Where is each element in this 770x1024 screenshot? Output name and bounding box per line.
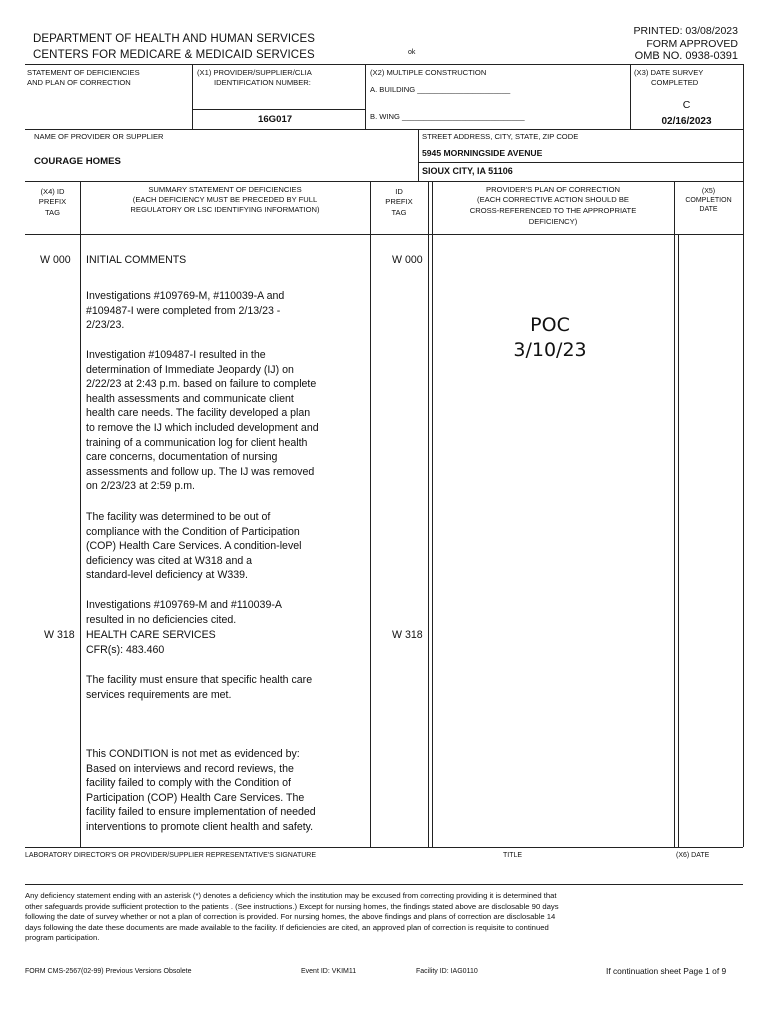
text-line: (COP) Health Care Services. A condition-level: [86, 540, 302, 553]
x3-label: COMPLETED: [651, 78, 699, 87]
id-header: TAG: [391, 208, 407, 217]
column-divider: [428, 181, 429, 847]
agency-name: CENTERS FOR MEDICARE & MEDICAID SERVICES: [33, 49, 315, 61]
text-line: assessments and follow up. The IJ was removed: [86, 465, 315, 478]
column-divider: [678, 234, 679, 847]
x4-header: (X4) ID: [40, 187, 65, 196]
rule-top: [25, 64, 743, 65]
text-line: resulted in no deficiencies cited.: [86, 613, 237, 626]
x3-label: (X3) DATE SURVEY: [634, 68, 704, 77]
w000-tag: W 000: [40, 254, 71, 266]
text-line: This CONDITION is not met as evidenced by:: [86, 748, 300, 760]
paragraph-condition: [86, 747, 316, 835]
handwritten-mark: ok: [408, 49, 416, 56]
paragraph-investigations: [86, 289, 284, 333]
provider-id-number: 16G017: [258, 114, 293, 125]
text-line: Investigations #109769-M and #110039-A: [86, 599, 282, 611]
column-divider: [432, 181, 433, 847]
disclaimer-line: other safeguards provide sufficient protection to the patients . (See instructions.) Except for nursing homes, the findings stated above are disclosable 90 days: [25, 901, 559, 911]
x1-label: (X1) PROVIDER/SUPPLIER/CLIA: [197, 68, 312, 77]
rule: [25, 847, 743, 848]
provider-name-label: NAME OF PROVIDER OR SUPPLIER: [34, 132, 164, 141]
rule: [25, 884, 743, 885]
x2-label: (X2) MULTIPLE CONSTRUCTION: [370, 68, 487, 77]
right-border: [743, 64, 744, 847]
text-line: health care needs. The facility developed a plan: [86, 407, 311, 420]
paragraph-requirement: [86, 673, 312, 702]
address-label: STREET ADDRESS, CITY, STATE, ZIP CODE: [422, 132, 579, 141]
text-line: Based on interviews and record reviews, the: [86, 762, 294, 775]
rule: [25, 129, 743, 130]
text-line: #109487-I were completed from 2/13/23 -: [86, 304, 281, 317]
survey-date: 02/16/2023: [661, 116, 712, 127]
summary-header: SUMMARY STATEMENT OF DEFICIENCIES: [148, 185, 302, 194]
text-line: 2/23/23.: [86, 319, 125, 332]
disclaimer: [25, 891, 559, 944]
divider: [192, 64, 193, 129]
text-line: care concerns, documentation of nursing: [86, 451, 278, 464]
w318-cfr: CFR(s): 483.460: [86, 644, 165, 656]
text-line: The facility must ensure that specific health care: [86, 674, 313, 686]
statement-label: STATEMENT OF DEFICIENCIES: [27, 68, 140, 77]
paragraph-no-deficiencies: [86, 598, 282, 627]
x5-header: DATE: [699, 206, 718, 213]
department-name: DEPARTMENT OF HEALTH AND HUMAN SERVICES: [33, 33, 316, 45]
text-line: to remove the IJ which included development and: [86, 421, 319, 434]
building-field: A. BUILDING ______________________: [370, 85, 511, 94]
divider: [365, 64, 366, 129]
text-line: interventions to promote client health and safety.: [86, 820, 314, 833]
text-line: Investigations #109769-M, #110039-A and: [86, 290, 285, 302]
disclaimer-line: days following the date these documents are made available to the facility. If deficiencies are cited, an approved plan of correction is requisite to continued: [25, 922, 549, 932]
w318-title: HEALTH CARE SERVICES: [86, 629, 216, 641]
disclaimer-line: program participation.: [25, 933, 100, 943]
signature-label: LABORATORY DIRECTOR'S OR PROVIDER/SUPPLIER REPRESENTATIVE'S SIGNATURE: [25, 852, 317, 859]
city-state-zip: SIOUX CITY, IA 51106: [422, 166, 513, 176]
summary-header: REGULATORY OR LSC IDENTIFYING INFORMATION): [130, 205, 320, 214]
text-line: deficiency was cited at W318 and a: [86, 554, 253, 567]
text-line: training of a communication log for client health: [86, 436, 308, 449]
text-line: The facility was determined to be out of: [86, 511, 271, 523]
x4-header: TAG: [44, 208, 61, 217]
printed-date: PRINTED: 03/08/2023: [633, 25, 738, 37]
w318-right-tag: W 318: [392, 629, 423, 641]
survey-code: C: [682, 99, 691, 111]
x5-header: COMPLETION: [685, 197, 732, 204]
summary-header: (EACH DEFICIENCY MUST BE PRECEDED BY FULL: [132, 195, 318, 204]
provider-name: COURAGE HOMES: [34, 156, 121, 167]
text-line: services requirements are met.: [86, 688, 232, 701]
w000-right-tag: W 000: [392, 254, 423, 266]
date-label: (X6) DATE: [676, 852, 710, 859]
column-divider: [674, 181, 675, 847]
plan-header: (EACH CORRECTIVE ACTION SHOULD BE: [477, 195, 629, 204]
text-line: health assessments and communicate client: [86, 392, 294, 405]
w000-title: INITIAL COMMENTS: [86, 254, 187, 266]
event-id: Event ID: VKIM11: [301, 968, 357, 975]
paragraph-immediate-jeopardy: [86, 348, 319, 494]
facility-id: Facility ID: IAG0110: [416, 968, 478, 975]
street-address: 5945 MORNINGSIDE AVENUE: [422, 148, 543, 158]
text-line: standard-level deficiency at W339.: [86, 569, 248, 582]
plan-header: CROSS-REFERENCED TO THE APPROPRIATE: [469, 206, 637, 215]
column-divider: [80, 181, 81, 847]
disclaimer-line: Any deficiency statement ending with an asterisk (*) denotes a deficiency which the institution may be excused from correcting providing it is determined that: [25, 891, 557, 900]
rule: [25, 181, 743, 182]
plan-header: PROVIDER'S PLAN OF CORRECTION: [486, 185, 620, 194]
text-line: Participation (COP) Health Care Services. The: [86, 791, 305, 804]
form-approved: FORM APPROVED: [646, 38, 738, 50]
paragraph-compliance: [86, 510, 302, 583]
rule: [418, 162, 743, 163]
text-line: facility failed to ensure implementation of needed: [86, 806, 316, 819]
w318-tag: W 318: [44, 629, 75, 641]
id-header: ID: [395, 187, 403, 196]
statement-label: AND PLAN OF CORRECTION: [27, 78, 131, 87]
rule: [192, 109, 365, 110]
text-line: determination of Immediate Jeopardy (IJ) on: [86, 363, 294, 376]
poc-note: [470, 313, 630, 363]
text-line: Investigation #109487-I resulted in the: [86, 349, 266, 361]
text-line: compliance with the Condition of Participation: [86, 525, 300, 538]
x5-header: (X5): [701, 188, 716, 195]
wing-field: B. WING _____________________________: [370, 112, 525, 121]
poc-date: 3/10/23: [513, 339, 587, 361]
divider: [418, 129, 419, 181]
title-label: TITLE: [503, 852, 523, 859]
x1-label: IDENTIFICATION NUMBER:: [214, 78, 311, 87]
text-line: 2/22/23 at 2:43 p.m. based on failure to complete: [86, 378, 317, 391]
x4-header: PREFIX: [38, 197, 67, 206]
text-line: facility failed to comply with the Condition of: [86, 777, 291, 790]
omb-number: OMB NO. 0938-0391: [634, 50, 738, 62]
column-divider: [370, 181, 371, 847]
poc-label: POC: [530, 314, 570, 336]
id-header: PREFIX: [385, 197, 413, 206]
disclaimer-line: following the date of survey whether or not a plan of correction is provided. For nursing homes, the above findings and plans of correction are disclosable 14: [25, 912, 556, 922]
text-line: on 2/23/23 at 2:59 p.m.: [86, 480, 195, 493]
plan-header: DEFICIENCY): [528, 217, 578, 226]
page-number: If continuation sheet Page 1 of 9: [606, 966, 727, 976]
rule: [25, 234, 743, 235]
form-number: FORM CMS-2567(02-99) Previous Versions Obsolete: [25, 968, 192, 975]
